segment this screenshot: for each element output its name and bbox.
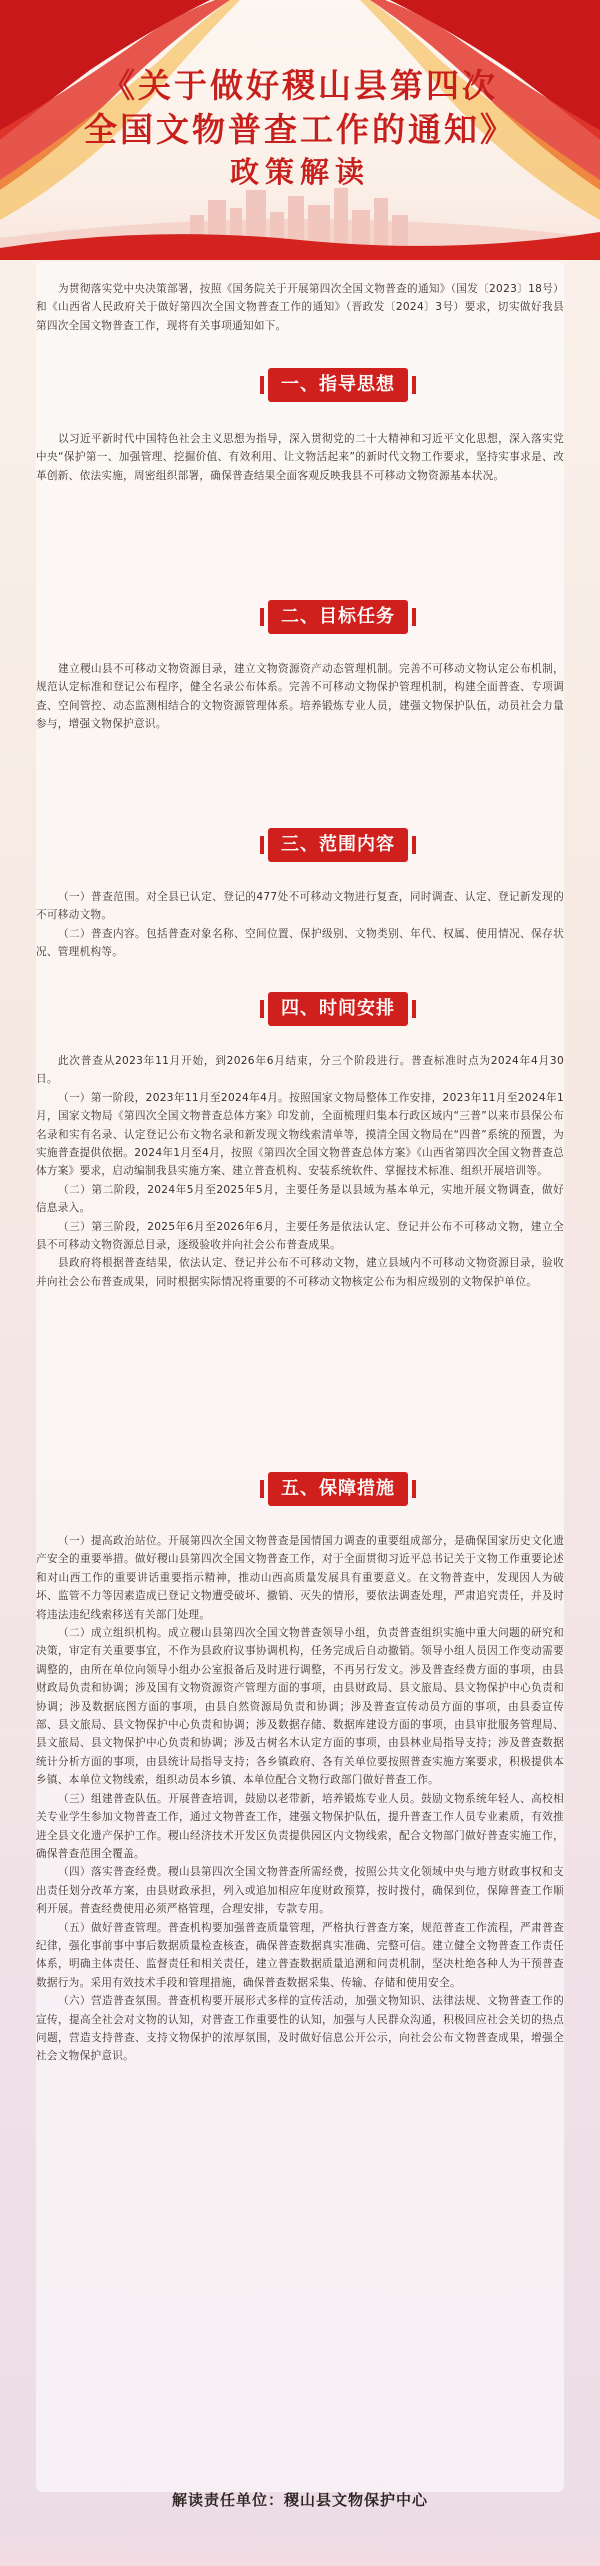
section-body-scope [36, 888, 564, 962]
section-heading-goals: 二、目标任务 [268, 600, 408, 634]
content-panel [36, 262, 564, 2492]
section-paragraph: （一）第一阶段，2023年11月至2024年4月。按照国家文物局整体工作安排，2023年11月至2024年1月，国家文物局《第四次全国文物普查总体方案》印发前，全面梳理归集本行政区域内“三普”以来市县保公布名录和实有名录、认定登记公布文物名录和新发现文物线索清单等，摸清全国文物局在“四普”系统的预置，为实施普查提供依据。2024年1月至4月，按照《第四次全国文物普查总体方案》《山西省第四次全国文物普查总体方案》要求，启动编制我县实施方案、建立普查机构、安装系统软件、掌握技术标准、组织开展培训等。 [36, 1091, 564, 1178]
responsible-unit: 解读责任单位：稷山县文物保护中心 [171, 2491, 428, 2509]
section-body-safeguards [36, 1532, 564, 2066]
section-paragraph: 此次普查从2023年11月开始，到2026年6月结束，分三个阶段进行。普查标准时点为2024年4月30日。 [36, 1055, 564, 1086]
section-heading-safeguards: 五、保障措施 [268, 1472, 408, 1506]
section-paragraph: 建立稷山县不可移动文物资源目录，建立文物资源资产动态管理机制。完善不可移动文物认定公布机制，规范认定标准和登记公布程序，健全名录公布体系。完善不可移动文物保护管理机制，构建全面普查、专项调查、空间管控、动态监测相结合的文物资源管理体系。培养锻炼专业人员，建强文物保护队伍，动员社会力量参与，增强文物保护意识。 [36, 663, 564, 731]
section-heading-scope: 三、范围内容 [268, 828, 408, 862]
section-body-guiding-ideology [36, 430, 564, 485]
section-paragraph: （二）普查内容。包括普查对象名称、空间位置、保护级别、文物类别、年代、权属、使用情况、保存状况、管理机构等。 [36, 927, 564, 959]
section-paragraph: 县政府将根据普查结果，依法认定、登记并公布不可移动文物，建立县域内不可移动文物资源目录，验收并向社会公布普查成果，同时根据实际情况将重要的不可移动文物核定公布为相应级别的文物保护单位。 [36, 1257, 564, 1288]
section-paragraph: （二）第二阶段，2024年5月至2025年5月，主要任务是以县域为基本单元，实地开展文物调查，做好信息录入。 [36, 1183, 564, 1215]
section-body-goals [36, 660, 564, 734]
page-title-line-2: 全国文物普查工作的通知》 [84, 110, 516, 149]
section-heading-schedule: 四、时间安排 [268, 992, 408, 1026]
hero-banner [0, 0, 600, 260]
section-paragraph: （五）做好普查管理。普查机构要加强普查质量管理，严格执行普查方案，规范普查工作流程，严肃普查纪律，强化事前事中事后数据质量检查核查，确保普查数据真实准确、完整可信。建立健全文物普查工作责任体系，明确主体责任、监督责任和相关责任，建立普查数据质量追溯和问责机制，坚决杜绝各种人为干预普查数据行为。采用有效技术手段和管理措施，确保普查数据采集、传输、存储和使用安全。 [36, 1921, 564, 1989]
section-paragraph: （三）第三阶段，2025年6月至2026年6月，主要任务是依法认定、登记并公布不可移动文物，建立全县不可移动文物资源总目录，逐级验收并向社会公布普查成果。 [36, 1220, 564, 1252]
section-paragraph: （三）组建普查队伍。开展普查培训，鼓励以老带新，培养锻炼专业人员。鼓励文物系统年轻人、高校相关专业学生参加文物普查工作，通过文物普查工作，建强文物保护队伍，提升普查工作人员专业素质，有效推进全县文化遗产保护工作。稷山经济技术开发区负责提供园区内文物线索，配合文物部门做好普查实施工作，确保普查范围全覆盖。 [36, 1792, 564, 1860]
footer-decoration [0, 2528, 600, 2566]
section-paragraph: （六）营造普查氛围。普查机构要开展形式多样的宣传活动，加强文物知识、法律法规、文物普查工作的宣传，提高全社会对文物的认知，对普查工作重要性的认知，加强与人民群众沟通，积极回应社会关切的热点问题，营造支持普查、支持文物保护的浓厚氛围，及时做好信息公开公示，向社会公布文物普查成果，增强全社会文物保护意识。 [36, 1995, 564, 2063]
page-title-line-1: 《关于做好稷山县第四次 [102, 66, 498, 105]
section-paragraph: （一）普查范围。对全县已认定、登记的477处不可移动文物进行复查，同时调查、认定、登记新发现的不可移动文物。 [36, 891, 564, 922]
section-paragraph: （一）提高政治站位。开展第四次全国文物普查是国情国力调查的重要组成部分，是确保国家历史文化遗产安全的重要举措。做好稷山县第四次全国文物普查工作，对于全面贯彻习近平总书记关于文物工作重要论述和对山西工作的重要讲话重要指示精神，推动山西高质量发展具有重要意义。在文物普查中，发现因人为破坏、监管不力等因素造成已登记文物遭受破坏、撤销、灭失的情形，要依法调查处理，严肃追究责任，并及时将违法违纪线索移送有关部门处理。 [36, 1535, 564, 1621]
page-subtitle: 政策解读 [229, 155, 370, 189]
intro-paragraph: 为贯彻落实党中央决策部署，按照《国务院关于开展第四次全国文物普查的通知》（国发〔2023〕18号）和《山西省人民政府关于做好第四次全国文物普查工作的通知》（晋政发〔2024〕3号）要求，切实做好我县第四次全国文物普查工作，现将有关事项通知如下。 [36, 283, 564, 332]
section-paragraph: （四）落实普查经费。稷山县第四次全国文物普查所需经费，按照公共文化领域中央与地方财政事权和支出责任划分改革方案，由县财政承担，列入或追加相应年度财政预算，按时拨付，确保到位，保障普查工作顺利开展。普查经费使用必须严格管理，合理安排，专款专用。 [36, 1866, 564, 1916]
section-body-schedule [36, 1052, 564, 1291]
section-heading-guiding-ideology: 一、指导思想 [268, 368, 408, 402]
section-paragraph: （二）成立组织机构。成立稷山县第四次全国文物普查领导小组，负责普查组织实施中重大问题的研究和决策，审定有关重要事宜，不作为县政府议事协调机构，任务完成后自动撤销。领导小组人员因工作变动需要调整的，由所在单位向领导小组办公室报备后及时进行调整，不再另行发文。涉及普查经费方面的事项，由县财政局负责和协调；涉及国有文物资源资产管理方面的事项，由县财政局、县文旅局、县文物保护中心负责和协调；涉及数据底图方面的事项，由县自然资源局负责和协调；涉及普查宣传动员方面的事项，由县委宣传部、县文旅局、县文物保护中心负责和协调；涉及数据存储、数据库建设方面的事项，由县审批服务管理局、县文旅局、县文物保护中心负责和协调；涉及古树名木认定方面的事项，由县林业局指导支持；涉及普查数据统计分析方面的事项，由县统计局指导支持；各乡镇政府、各有关单位要按照普查实施方案要求，积极提供本乡镇、本单位文物线索，组织动员本乡镇、本单位配合文物行政部门做好普查工作。 [36, 1627, 564, 1787]
section-paragraph: 以习近平新时代中国特色社会主义思想为指导，深入贯彻党的二十大精神和习近平文化思想，深入落实党中央“保护第一、加强管理、挖掘价值、有效利用、让文物活起来”的新时代文物工作要求，坚持实事求是、改革创新、依法实施，周密组织部署，确保普查结果全面客观反映我县不可移动文物资源基本状况。 [36, 433, 564, 482]
